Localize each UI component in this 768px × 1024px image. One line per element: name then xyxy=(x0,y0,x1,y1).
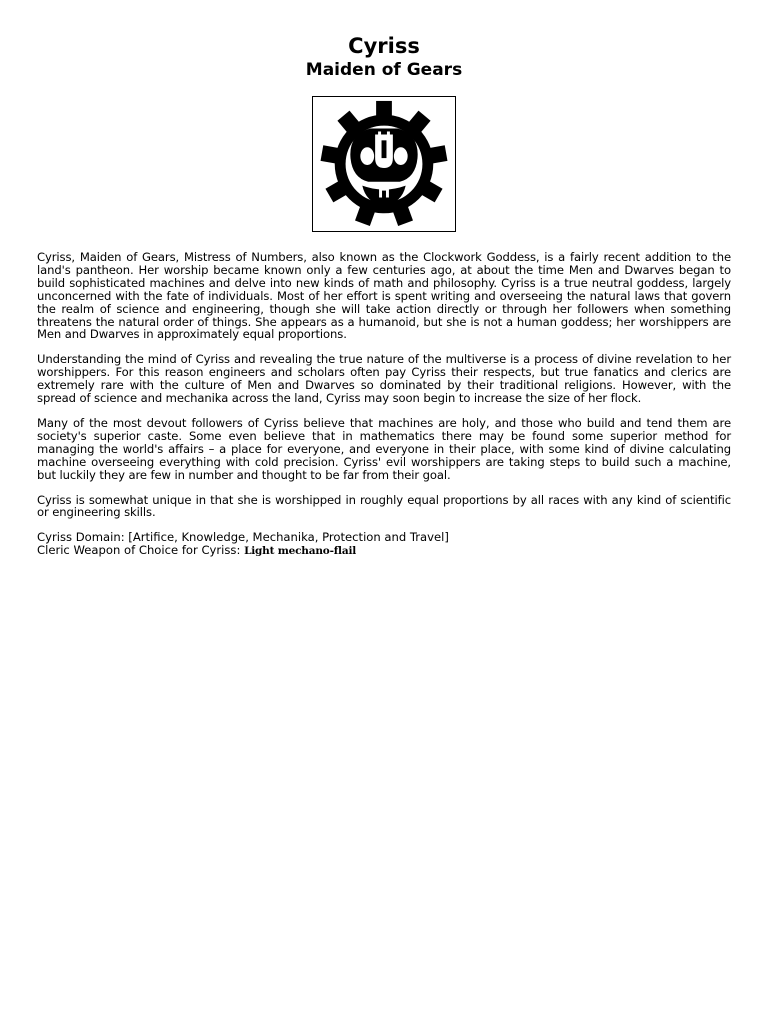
weapon-label: Cleric Weapon of Choice for Cyriss: xyxy=(37,543,245,558)
domain-line: Cyriss Domain: [Artifice, Knowledge, Mechanika, Protection and Travel] xyxy=(37,530,449,545)
paragraph: Cyriss, Maiden of Gears, Mistress of Numbers, also known as the Clockwork Goddess, is a fairly recent addition to the land's pantheon. Her worship became known only a few centuries ago, at about the time Men and Dwarves began to build sophisticated machines and delve into new kinds of math and philosophy. Cyriss is a true neutral goddess, largely unconcerned with the fate of individuals. Most of her effort is spent writing and overseeing the natural laws that govern the realm of science and engineering, though she will take action directly or through her followers when something threatens the natural order of things. She appears as a humanoid, but she is not a human goddess; her worshippers are Men and Dwarves in approximately equal proportions. xyxy=(37,250,731,342)
weapon-line xyxy=(37,544,731,558)
clockwork-gear-face-icon xyxy=(313,97,455,231)
description-body xyxy=(37,251,731,558)
page-title: Cyriss xyxy=(348,34,420,58)
page-subtitle: Maiden of Gears xyxy=(305,60,463,80)
paragraph: Understanding the mind of Cyriss and revealing the true nature of the multiverse is a process of divine revelation to her worshippers. For this reason engineers and scholars often pay Cyriss their respects, but true fanatics and clerics are extremely rare with the culture of Men and Dwarves so dominated by their traditional religions. However, with the spread of science and mechanika across the land, Cyriss may soon begin to increase the size of her flock. xyxy=(37,352,731,406)
weapon-value: Light mechano-flail xyxy=(244,545,357,558)
paragraph: Cyriss is somewhat unique in that she is worshipped in roughly equal proportions by all races with any kind of scientific or engineering skills. xyxy=(37,492,731,520)
paragraph: Many of the most devout followers of Cyriss believe that machines are holy, and those who build and tend them are society's superior caste. Some even believe that in mathematics there may be found some superior method for managing the world's affairs – a place for everyone, and everyone in their place, with some kind of divine calculating machine overseeing everything with cold precision. Cyriss' evil worshippers are taking steps to build such a machine, but luckily they are few in number and thought to be far from their goal. xyxy=(37,415,731,482)
deity-symbol-frame xyxy=(312,96,456,232)
